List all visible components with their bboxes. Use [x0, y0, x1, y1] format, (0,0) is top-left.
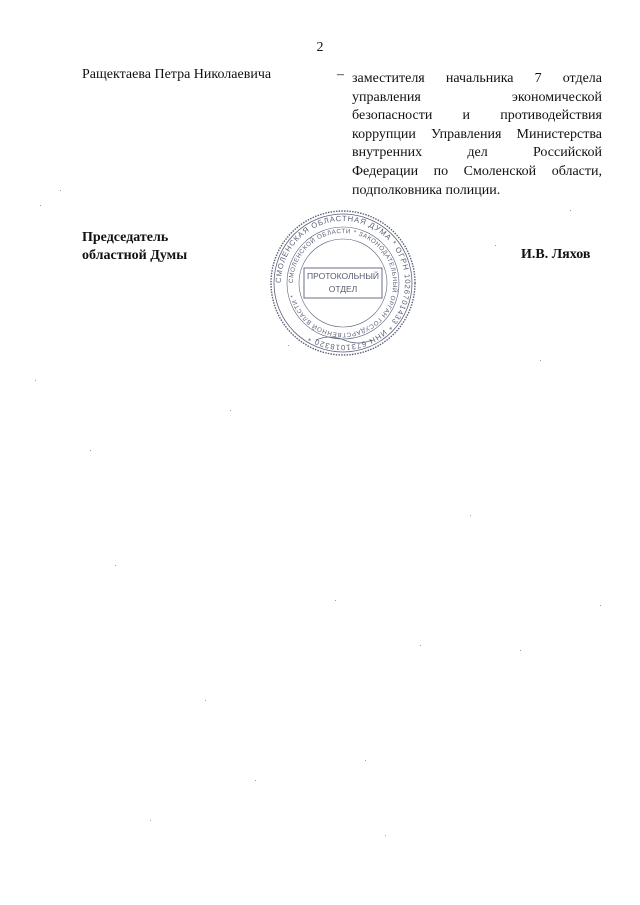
entry-dash: –: [337, 67, 344, 82]
scan-speck: [520, 650, 521, 651]
person-name: Ращектаева Петра Николаевича: [82, 67, 272, 82]
scan-speck: [288, 345, 289, 346]
scan-speck: [150, 820, 151, 821]
position-line: Федерации по Смоленской области,: [352, 163, 602, 179]
signer-title: [82, 229, 187, 265]
scan-speck: [495, 245, 496, 246]
scan-speck: [600, 605, 601, 606]
position-line: безопасности и противодействия: [352, 108, 602, 124]
scan-speck: [420, 645, 421, 646]
scan-speck: [385, 835, 386, 836]
scan-speck: [90, 450, 91, 451]
scan-speck: [540, 360, 541, 361]
scan-speck: [60, 190, 61, 191]
scan-speck: [365, 760, 366, 761]
scan-speck: [115, 565, 116, 566]
scan-speck: [35, 380, 36, 381]
signer-title-line: областной Думы: [82, 248, 188, 263]
position-line: коррупции Управления Министерства: [352, 126, 602, 142]
position-line: внутренних дел Российской: [352, 145, 602, 161]
scan-speck: [205, 700, 206, 701]
signer-title-line: Председатель: [82, 230, 169, 245]
official-seal: [268, 208, 418, 358]
scan-speck: [255, 780, 256, 781]
seal-outer-ring-text: СМОЛЕНСКАЯ ОБЛАСТНАЯ ДУМА * ОГРН 1026701433 * ИНН 6731018320 *: [273, 213, 413, 353]
position-line: управления экономической: [352, 89, 602, 105]
scan-speck: [40, 205, 41, 206]
position-line: подполковника полиции.: [352, 182, 501, 198]
page-number: 2: [316, 40, 324, 55]
seal-inner-text: [306, 270, 380, 296]
signer-name: И.В. Ляхов: [521, 247, 591, 262]
scan-speck: [230, 410, 231, 411]
scan-speck: [470, 515, 471, 516]
seal-middle-ring-text: СМОЛЕНСКОЙ ОБЛАСТИ * ЗАКОНОДАТЕЛЬНЫЙ ОРГАН ГОСУДАРСТВЕННОЙ ВЛАСТИ *: [287, 227, 399, 339]
position-description: [352, 70, 602, 200]
position-line: заместителя начальника 7 отдела: [352, 71, 602, 86]
scan-speck: [570, 210, 571, 211]
seal-inner-line: ОТДЕЛ: [328, 284, 358, 294]
scan-speck: [335, 600, 336, 601]
seal-inner-line: ПРОТОКОЛЬНЫЙ: [307, 271, 379, 281]
